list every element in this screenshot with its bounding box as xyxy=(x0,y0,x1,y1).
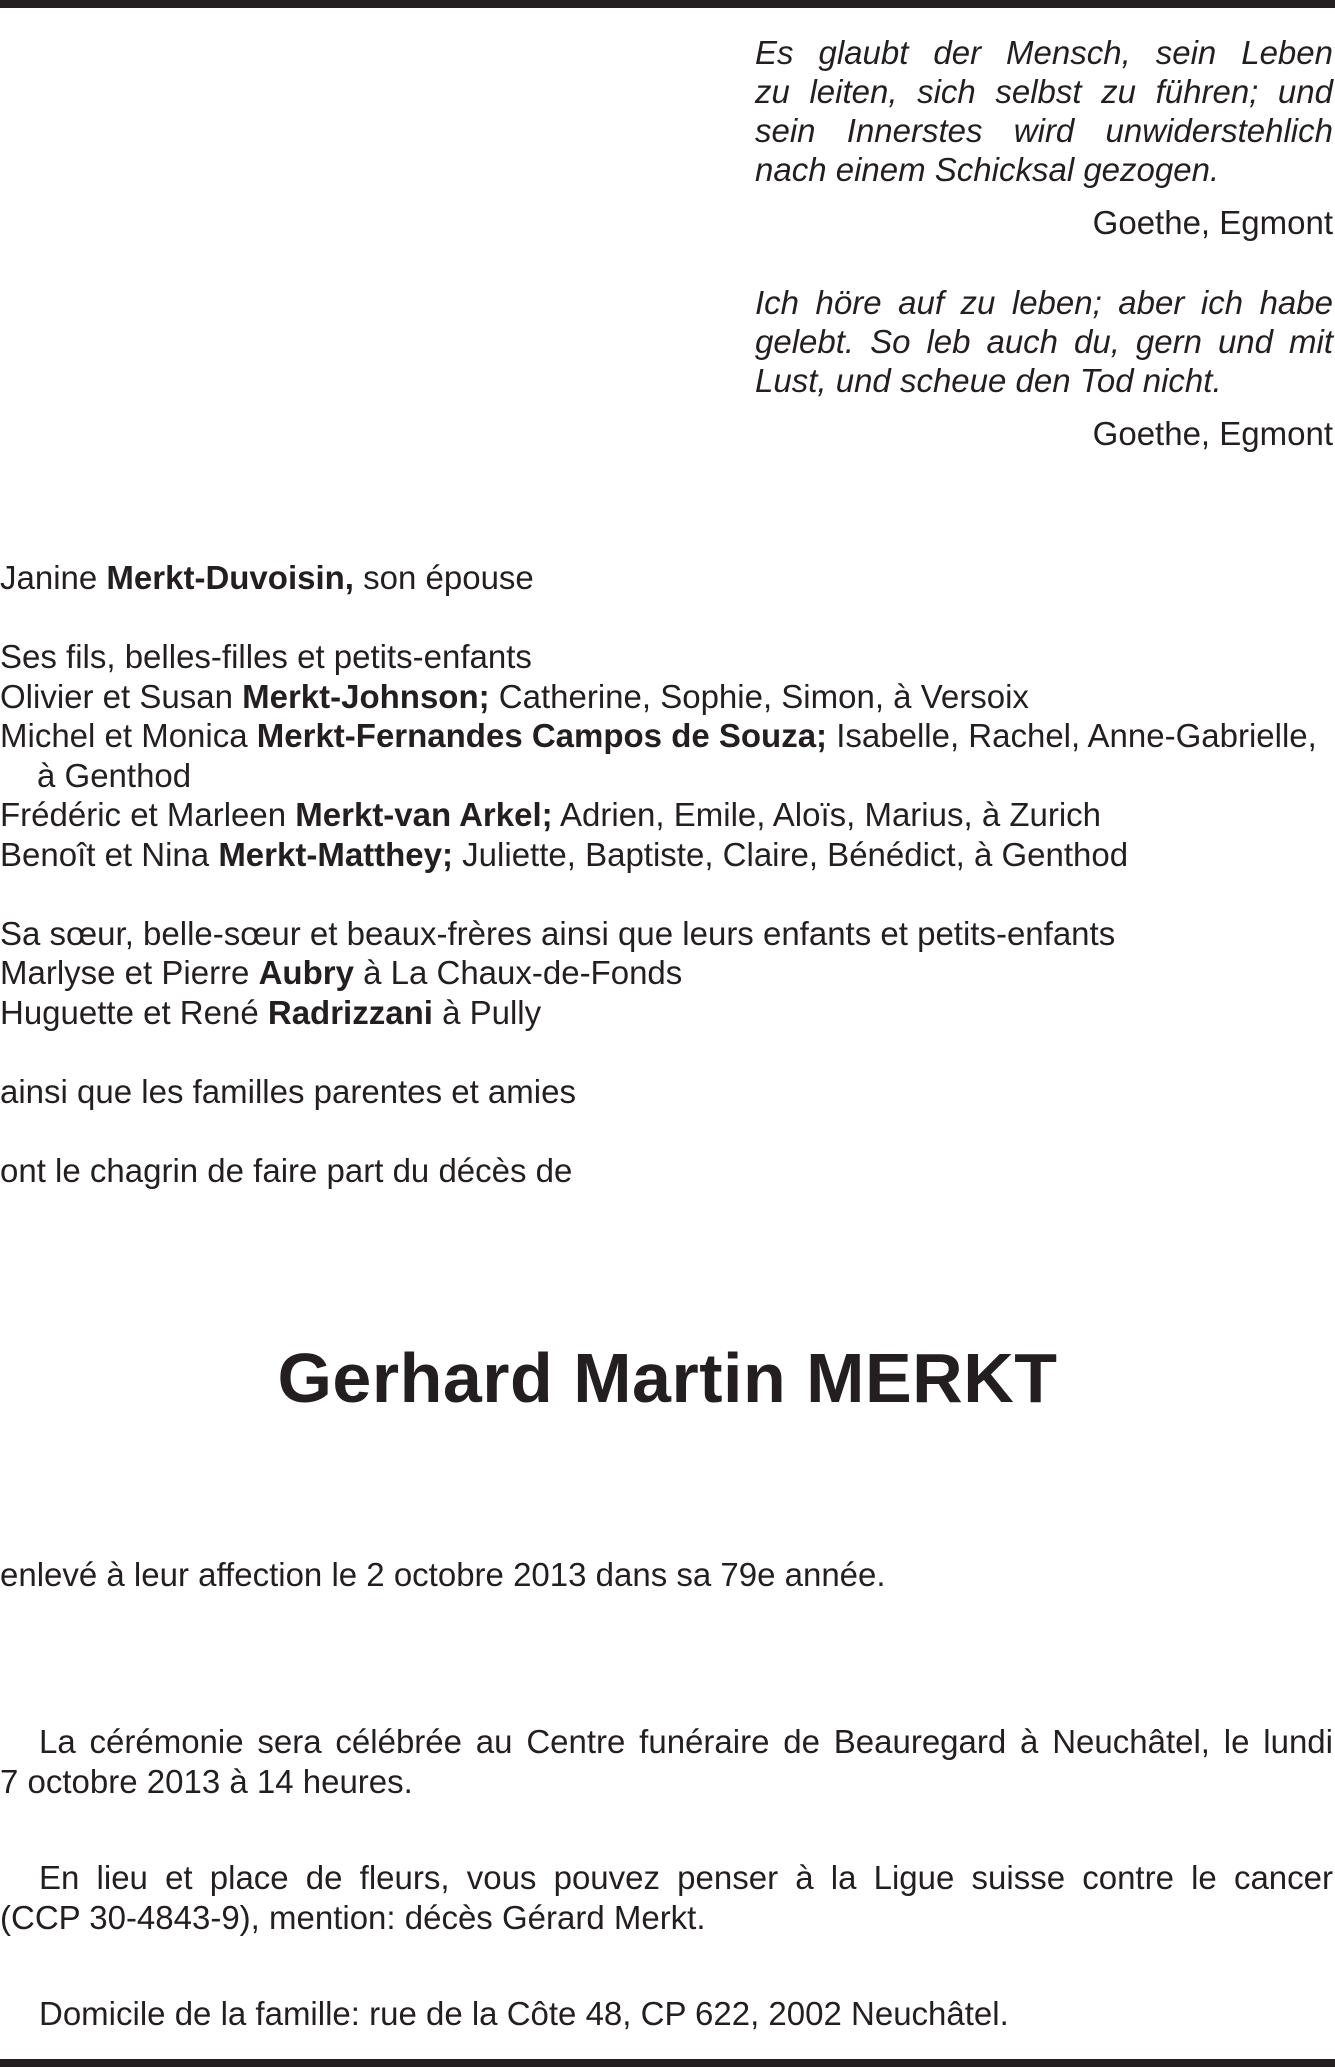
epigraph-attribution-2: Goethe, Egmont xyxy=(1092,415,1333,452)
quote-line: Ich höre auf zu leben; aber ich habe xyxy=(755,284,1333,321)
paragraph-line: (CCP 30-4843-9), mention: décès Gérard Merkt. xyxy=(0,1898,706,1936)
siblings-heading: Sa sœur, belle-sœur et beaux-frères ainsi que leurs enfants et petits-enfants xyxy=(0,914,1116,952)
epigraph-quote-2 xyxy=(755,283,1333,400)
bottom-rule xyxy=(0,2059,1335,2067)
paragraph-line: En lieu et place de fleurs, vous pouvez penser à la Ligue suisse contre le cancer xyxy=(39,1859,1333,1896)
child-line: Benoît et Nina Merkt-Matthey; Juliette, Baptiste, Claire, Bénédict, à Genthod xyxy=(0,835,1129,873)
paragraph-line: 7 octobre 2013 à 14 heures. xyxy=(0,1762,413,1800)
others-line: ainsi que les familles parentes et amies xyxy=(0,1072,576,1110)
quote-line: Lust, und scheue den Tod nicht. xyxy=(755,362,1222,399)
top-rule xyxy=(0,0,1335,8)
death-text: enlevé à leur affection le 2 octobre 2013 dans sa 79e année. xyxy=(0,1556,886,1593)
deceased-name: Gerhard Martin MERKT xyxy=(277,1339,1058,1417)
epigraph-quote-1 xyxy=(755,33,1333,189)
quote-line: gelebt. So leb auch du, gern und mit xyxy=(755,323,1333,360)
address-paragraph xyxy=(0,1994,1333,2034)
ceremony-paragraph xyxy=(0,1722,1333,1801)
sibling-line: Huguette et René Radrizzani à Pully xyxy=(0,993,542,1031)
sibling-line: Marlyse et Pierre Aubry à La Chaux-de-Fonds xyxy=(0,954,683,991)
quote-line: nach einem Schicksal gezogen. xyxy=(755,151,1220,188)
family-list xyxy=(0,558,1333,1190)
child-line-continuation: à Genthod xyxy=(37,756,192,794)
paragraph-line: Domicile de la famille: rue de la Côte 48, CP 622, 2002 Neuchâtel. xyxy=(39,1995,1009,2032)
epigraph-attribution-1: Goethe, Egmont xyxy=(1092,204,1333,241)
child-line: Michel et Monica Merkt-Fernandes Campos de Souza; Isabelle, Rachel, Anne-Gabrielle, xyxy=(0,717,1317,754)
child-line: Frédéric et Marleen Merkt-van Arkel; Adrien, Emile, Aloïs, Marius, à Zurich xyxy=(0,796,1102,833)
death-line xyxy=(0,1555,1333,1595)
epigraphs xyxy=(755,33,1333,453)
spouse-line: Janine Merkt-Duvoisin, son épouse xyxy=(0,559,534,596)
paragraph-line: La cérémonie sera célébrée au Centre funéraire de Beauregard à Neuchâtel, le lundi xyxy=(39,1723,1333,1760)
donation-paragraph xyxy=(0,1858,1333,1937)
child-line: Olivier et Susan Merkt-Johnson; Catherine, Sophie, Simon, à Versoix xyxy=(0,677,1029,715)
quote-line: zu leiten, sich selbst zu führen; und xyxy=(755,73,1333,110)
announcement-line: ont le chagrin de faire part du décès de xyxy=(0,1151,573,1189)
children-heading: Ses fils, belles-filles et petits-enfants xyxy=(0,638,532,675)
quote-line: Es glaubt der Mensch, sein Leben xyxy=(755,34,1333,71)
quote-line: sein Innerstes wird unwiderstehlich xyxy=(755,112,1333,149)
